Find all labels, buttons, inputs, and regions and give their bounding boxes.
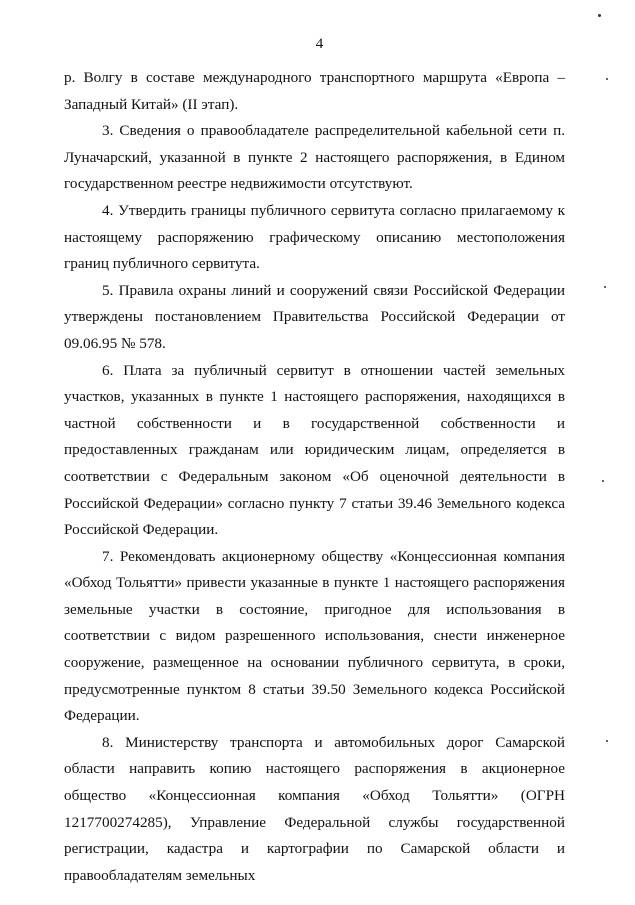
page-number: 4: [315, 36, 324, 52]
scan-speck: [604, 286, 606, 288]
paragraph-item-8: 8. Министерству транспорта и автомобильных дорог Самарской области направить копию настоящего распоряжения в акционерное общество «Концессионная компания «Обход Тольятти» (ОГРН 1217700274285), Управление Федеральной службы государственной регистрации, кадастра и картографии по Самарской области и правообладателям земельных: [64, 733, 565, 884]
paragraph-item-5: 5. Правила охраны линий и сооружений связи Российской Федерации утверждены постановлением Правительства Российской Федерации от 09.06.95 № 578.: [64, 281, 565, 352]
scan-speck: [602, 480, 604, 482]
paragraph-item-4: 4. Утвердить границы публичного сервитута согласно прилагаемому к настоящему распоряжению графическому описанию местоположения границ публичного сервитута.: [64, 201, 565, 273]
paragraph-item-7: 7. Рекомендовать акционерному обществу «Концессионная компания «Обход Тольятти» привести указанные в пункте 1 настоящего распоряжения земельные участки в состояние, пригодное для использования в соответствии с видом разрешенного использования, снести инженерное сооружение, размещенное на основании публичного сервитута, в сроки, предусмотренные пунктом 8 статьи 39.50 Земельного кодекса Российской Федерации.: [64, 547, 565, 725]
paragraph-item-3: 3. Сведения о правообладателе распределительной кабельной сети п. Луначарский, указанной в пункте 2 настоящего распоряжения, в Едином государственном реестре недвижимости отсутствуют.: [64, 122, 565, 193]
scan-speck: [606, 740, 608, 742]
scan-speck: [598, 14, 601, 17]
paragraph-item-6: 6. Плата за публичный сервитут в отношении частей земельных участков, указанных в пункте 1 настоящего распоряжения, находящихся в частной собственности и в государственной собственности и предоставленных гражданам или юридическим лицам, определяется в соответствии с Федеральным законом «Об оценочной деятельности в Российской Федерации» согласно пункту 7 статьи 39.46 Земельного кодекса Российской Федерации.: [64, 361, 565, 539]
paragraph-continuation: р. Волгу в составе международного транспортного маршрута «Европа – Западный Китай» (II этап).: [64, 69, 565, 113]
scan-speck: [606, 78, 608, 80]
